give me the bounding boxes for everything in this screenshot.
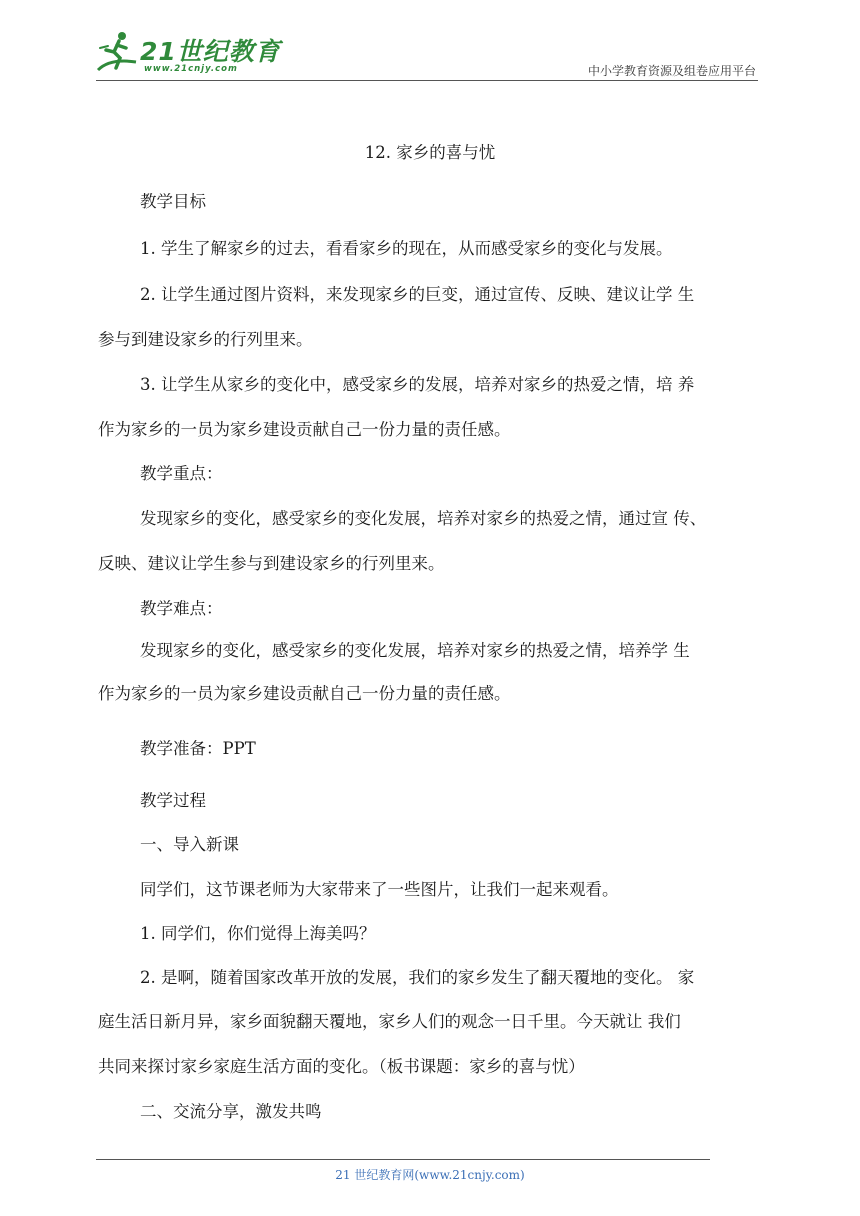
- paragraph-line: 作为家乡的一员为家乡建设贡献自己一份力量的责任感。: [98, 684, 511, 703]
- paragraph-line: 作为家乡的一员为家乡建设贡献自己一份力量的责任感。: [98, 420, 511, 439]
- footer-link[interactable]: 21 世纪教育网(www.21cnjy.com): [335, 1168, 525, 1182]
- running-figure-icon: [92, 28, 142, 78]
- paragraph-line: 2. 是啊，随着国家改革开放的发展，我们的家乡发生了翻天覆地的变化。 家: [140, 968, 695, 987]
- page-header: [0, 0, 860, 90]
- paragraph-line: 3. 让学生从家乡的变化中，感受家乡的发展，培养对家乡的热爱之情，培 养: [140, 375, 695, 394]
- section-heading: 教学重点：: [140, 464, 223, 483]
- paragraph-line: 2. 让学生通过图片资料，来发现家乡的巨变，通过宣传、反映、建议让学 生: [140, 285, 695, 304]
- header-divider: [96, 80, 758, 81]
- footer-divider: [96, 1159, 710, 1160]
- subsection-heading: 二、交流分享，激发共鸣: [140, 1102, 322, 1121]
- paragraph-line: 1. 学生了解家乡的过去，看看家乡的现在，从而感受家乡的变化与发展。: [140, 239, 673, 258]
- subsection-heading: 一、导入新课: [140, 835, 239, 854]
- paragraph-line: 发现家乡的变化，感受家乡的变化发展，培养对家乡的热爱之情，培养学 生: [140, 641, 690, 660]
- section-heading: 教学目标: [140, 192, 206, 211]
- paragraph-line: 发现家乡的变化，感受家乡的变化发展，培养对家乡的热爱之情，通过宣 传、: [140, 509, 707, 528]
- logo-text: 21世纪教育: [140, 37, 281, 66]
- paragraph-line: 反映、建议让学生参与到建设家乡的行列里来。: [98, 554, 445, 573]
- logo-url: www.21cnjy.com: [144, 64, 238, 74]
- site-logo[interactable]: [92, 28, 281, 80]
- paragraph-line: 共同来探讨家乡家庭生活方面的变化。（板书课题：家乡的喜与忧）: [98, 1057, 585, 1076]
- platform-slogan: 中小学教育资源及组卷应用平台: [587, 64, 756, 78]
- document-title: 12. 家乡的喜与忧: [364, 143, 496, 162]
- paragraph-line: 参与到建设家乡的行列里来。: [98, 330, 313, 349]
- paragraph-line: 1. 同学们，你们觉得上海美吗？: [140, 924, 376, 943]
- section-heading: 教学过程: [140, 791, 206, 810]
- section-heading: 教学难点：: [140, 599, 223, 618]
- paragraph-line: 庭生活日新月异，家乡面貌翻天覆地，家乡人们的观念一日千里。今天就让 我们: [98, 1012, 681, 1031]
- paragraph-line: 教学准备：PPT: [140, 739, 256, 758]
- paragraph-line: 同学们，这节课老师为大家带来了一些图片，让我们一起来观看。: [140, 880, 619, 899]
